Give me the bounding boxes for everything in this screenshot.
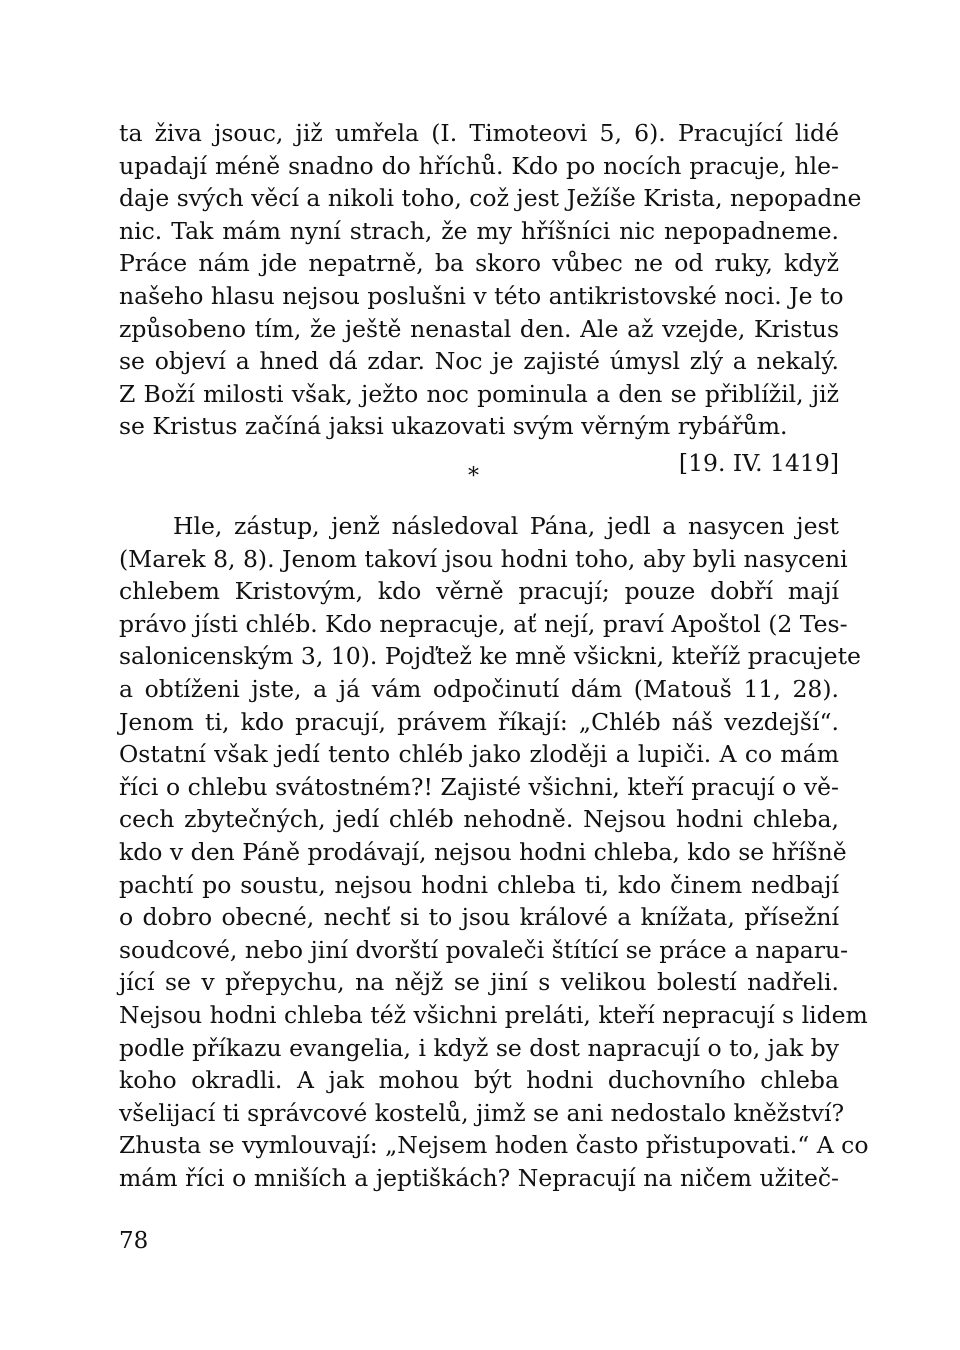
text-line: Zhusta se vymlouvají: „Nejsem hoden často přistupovati.“ A co [119, 1131, 869, 1160]
text-line: Z Boží milosti však, ježto noc pominula a den se přiblížil, již [119, 379, 839, 408]
text-line: Ostatní však jedí tento chléb jako zloději a lupiči. A co mám [119, 740, 839, 769]
text-line: se Kristus začíná jaksi ukazovati svým věrným rybářům. [119, 412, 788, 441]
text-line: se objeví a hned dá zdar. Noc je zajisté úmysl zlý a nekalý. [119, 347, 839, 376]
text-line: soudcové, nebo jiní dvorští povaleči štítící se práce a naparu- [119, 935, 849, 964]
text-line: nic. Tak mám nyní strach, že my hříšníci nic nepopadneme. [119, 216, 839, 245]
text-line: Nejsou hodni chleba též všichni preláti, kteří nepracují s lidem [119, 1000, 868, 1029]
text-line: koho okradli. A jak mohou být hodni duchovního chleba [119, 1066, 839, 1095]
text-line: cech zbytečných, jedí chléb nehodně. Nejsou hodni chleba, [119, 805, 839, 834]
text-line: o dobro obecné, nechť si to jsou králové a knížata, přísežní [119, 903, 839, 932]
text-line: daje svých věcí a nikoli toho, což jest Ježíše Krista, nepopadne [119, 184, 862, 213]
text-line: způsobeno tím, že ještě nenastal den. Ale až vzejde, Kristus [119, 314, 839, 343]
text-line: upadají méně snadno do hříchů. Kdo po nocích pracuje, hle- [119, 151, 839, 180]
text-line: podle příkazu evangelia, i když se dost napracují o to, jak by [119, 1033, 839, 1062]
text-line: mám říci o mniších a jeptiškách? Nepracují na ničem užiteč- [119, 1163, 839, 1192]
date-note: [19. IV. 1419] [678, 449, 839, 477]
text-line: právo jísti chléb. Kdo nepracuje, ať nejí, praví Apoštol (2 Tes- [119, 609, 848, 638]
text-line: Jenom ti, kdo pracují, právem říkají: „Chléb náš vezdejší“. [119, 707, 839, 736]
text-line: říci o chlebu svátostném?! Zajisté všichni, kteří pracují o vě- [119, 772, 839, 801]
text-line: našeho hlasu nejsou poslušni v této antikristovské noci. Je to [119, 281, 844, 310]
page-number: 78 [119, 1228, 149, 1254]
paragraph-2 [119, 510, 869, 1194]
text-line: všelijací ti správcové kostelů, jimž se ani nedostalo kněžství? [119, 1098, 845, 1127]
text-line: jící se v přepychu, na nějž se jiní s velikou bolestí nadřeli. [119, 968, 839, 997]
paragraph-1 [119, 117, 862, 443]
text-line: Práce nám jde nepatrně, ba skoro vůbec ne od ruky, když [119, 249, 839, 278]
text-line: kdo v den Páně prodávají, nejsou hodni chleba, kdo se hříšně [119, 837, 847, 866]
text-line: chlebem Kristovým, kdo věrně pracují; pouze dobří mají [119, 577, 839, 606]
text-line: (Marek 8, 8). Jenom takoví jsou hodni toho, aby byli nasyceni [119, 544, 848, 573]
text-line: pachtí po soustu, nejsou hodni chleba ti, kdo činem nedbají [119, 870, 839, 899]
text-line: Hle, zástup, jenž následoval Pána, jedl a nasycen jest [173, 512, 839, 540]
text-line: a obtíženi jste, a já vám odpočinutí dám (Matouš 11, 28). [119, 674, 839, 703]
section-separator: * [468, 464, 479, 489]
text-line: salonicenským 3, 10). Pojďtež ke mně všickni, kteříž pracujete [119, 642, 861, 671]
text-line: ta živa jsouc, již umřela (I. Timoteovi 5, 6). Pracující lidé [119, 119, 839, 147]
